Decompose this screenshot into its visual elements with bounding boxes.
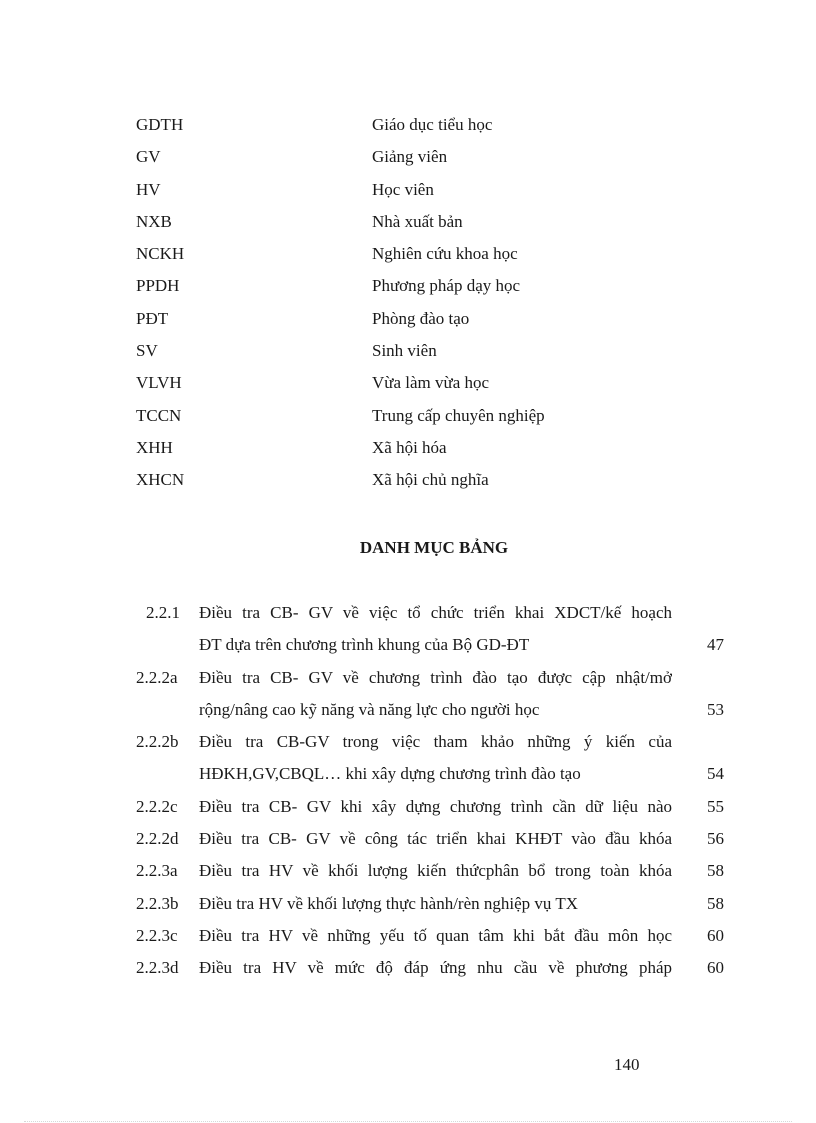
table-title-line: Điều tra CB- GV về chương trình đào tạo được cập nhật/mở <box>199 667 672 687</box>
table-entry <box>136 826 728 858</box>
abbreviation-code: NCKH <box>136 244 185 264</box>
abbreviation-row <box>136 273 696 305</box>
abbreviation-row <box>136 112 696 144</box>
table-title-line: HĐKH,GV,CBQL… khi xây dựng chương trình đào tạo <box>199 764 581 784</box>
table-page-ref: 56 <box>707 829 724 849</box>
abbreviation-code: NXB <box>136 211 172 231</box>
table-page-ref: 60 <box>707 958 724 978</box>
abbreviation-row <box>136 403 696 435</box>
footer-divider <box>24 1121 792 1122</box>
table-page-ref: 58 <box>707 861 724 881</box>
abbreviation-meaning: Nhà xuất bản <box>372 211 463 231</box>
abbreviation-meaning: Giáo dục tiểu học <box>372 115 493 134</box>
abbreviation-row <box>136 338 696 370</box>
abbreviation-code: XHCN <box>136 470 185 490</box>
abbreviation-row <box>136 144 696 176</box>
table-page-ref: 60 <box>707 925 724 945</box>
abbreviation-code: PPDH <box>136 276 180 296</box>
abbreviation-meaning: Nghiên cứu khoa học <box>372 244 518 264</box>
table-entry <box>136 955 728 987</box>
abbreviation-meaning: Giảng viên <box>372 147 448 167</box>
table-entry <box>136 891 728 923</box>
abbreviation-meaning: Học viên <box>372 179 434 199</box>
table-number: 2.2.2a <box>136 667 178 687</box>
table-title-line: Điều tra HV về những yếu tố quan tâm khi bắt đầu môn học <box>199 925 672 945</box>
abbreviation-meaning: Phương pháp dạy học <box>372 276 521 296</box>
table-page-ref: 54 <box>707 764 724 784</box>
table-number: 2.2.2b <box>136 732 179 752</box>
abbreviation-meaning: Trung cấp chuyên nghiệp <box>372 405 545 425</box>
abbreviation-code: XHH <box>136 437 173 457</box>
abbreviation-row <box>136 467 696 499</box>
abbreviation-meaning: Vừa làm vừa học <box>372 373 490 393</box>
abbreviation-meaning: Xã hội chủ nghĩa <box>372 470 489 490</box>
table-page-ref: 53 <box>707 699 724 719</box>
abbreviation-meaning: Phòng đào tạo <box>372 308 470 328</box>
abbreviation-row <box>136 370 696 402</box>
abbreviation-code: PĐT <box>136 308 169 328</box>
table-title-line: ĐT dựa trên chương trình khung của Bộ GD-ĐT <box>199 635 530 655</box>
table-title-line: Điều tra HV về khối lượng kiến thứcphân bổ trong toàn khóa <box>199 861 672 881</box>
table-entry <box>136 665 728 730</box>
table-number: 2.2.3d <box>136 958 179 978</box>
table-title-line: Điều tra HV về mức độ đáp ứng nhu cầu về phương pháp <box>199 958 672 978</box>
abbreviation-row <box>136 241 696 273</box>
table-title-line: Điều tra CB- GV về công tác triển khai KHĐT vào đầu khóa <box>199 829 672 849</box>
table-number: 2.2.3b <box>136 893 179 913</box>
abbreviation-meaning: Sinh viên <box>372 341 437 361</box>
table-number: 2.2.2d <box>136 829 179 849</box>
table-entry <box>136 794 728 826</box>
table-page-ref: 58 <box>707 893 724 913</box>
table-number: 2.2.2c <box>136 796 178 816</box>
table-title-line: Điều tra CB- GV khi xây dựng chương trình cần dữ liệu nào <box>199 796 672 816</box>
section-title: DANH MỤC BẢNG <box>359 538 509 557</box>
abbreviation-code: GDTH <box>136 115 184 134</box>
abbreviation-code: VLVH <box>136 373 182 393</box>
table-number: 2.2.1 <box>146 603 180 622</box>
abbreviation-code: HV <box>136 179 161 199</box>
table-page-ref: 55 <box>707 796 724 816</box>
table-entry <box>136 729 728 794</box>
table-page-ref: 47 <box>707 635 724 655</box>
page-number: 140 <box>614 1055 640 1074</box>
abbreviation-row <box>136 209 696 241</box>
table-entry <box>136 600 728 665</box>
table-title-line: Điều tra CB-GV trong việc tham khảo những ý kiến của <box>199 732 672 752</box>
abbreviation-list <box>136 112 696 500</box>
abbreviation-row <box>136 306 696 338</box>
table-entry <box>136 858 728 890</box>
table-title-line: rộng/nâng cao kỹ năng và năng lực cho người học <box>199 699 540 719</box>
abbreviation-row <box>136 177 696 209</box>
abbreviation-row <box>136 435 696 467</box>
abbreviation-meaning: Xã hội hóa <box>372 437 447 457</box>
table-list <box>136 600 728 988</box>
table-number: 2.2.3c <box>136 925 178 945</box>
table-title-line: Điều tra HV về khối lượng thực hành/rèn nghiệp vụ TX <box>199 893 578 913</box>
table-title-line: Điều tra CB- GV về việc tổ chức triển khai XDCT/kế hoạch <box>199 603 672 622</box>
table-number: 2.2.3a <box>136 861 178 881</box>
abbreviation-code: GV <box>136 147 161 167</box>
abbreviation-code: TCCN <box>136 405 182 425</box>
abbreviation-code: SV <box>136 341 158 361</box>
table-entry <box>136 923 728 955</box>
